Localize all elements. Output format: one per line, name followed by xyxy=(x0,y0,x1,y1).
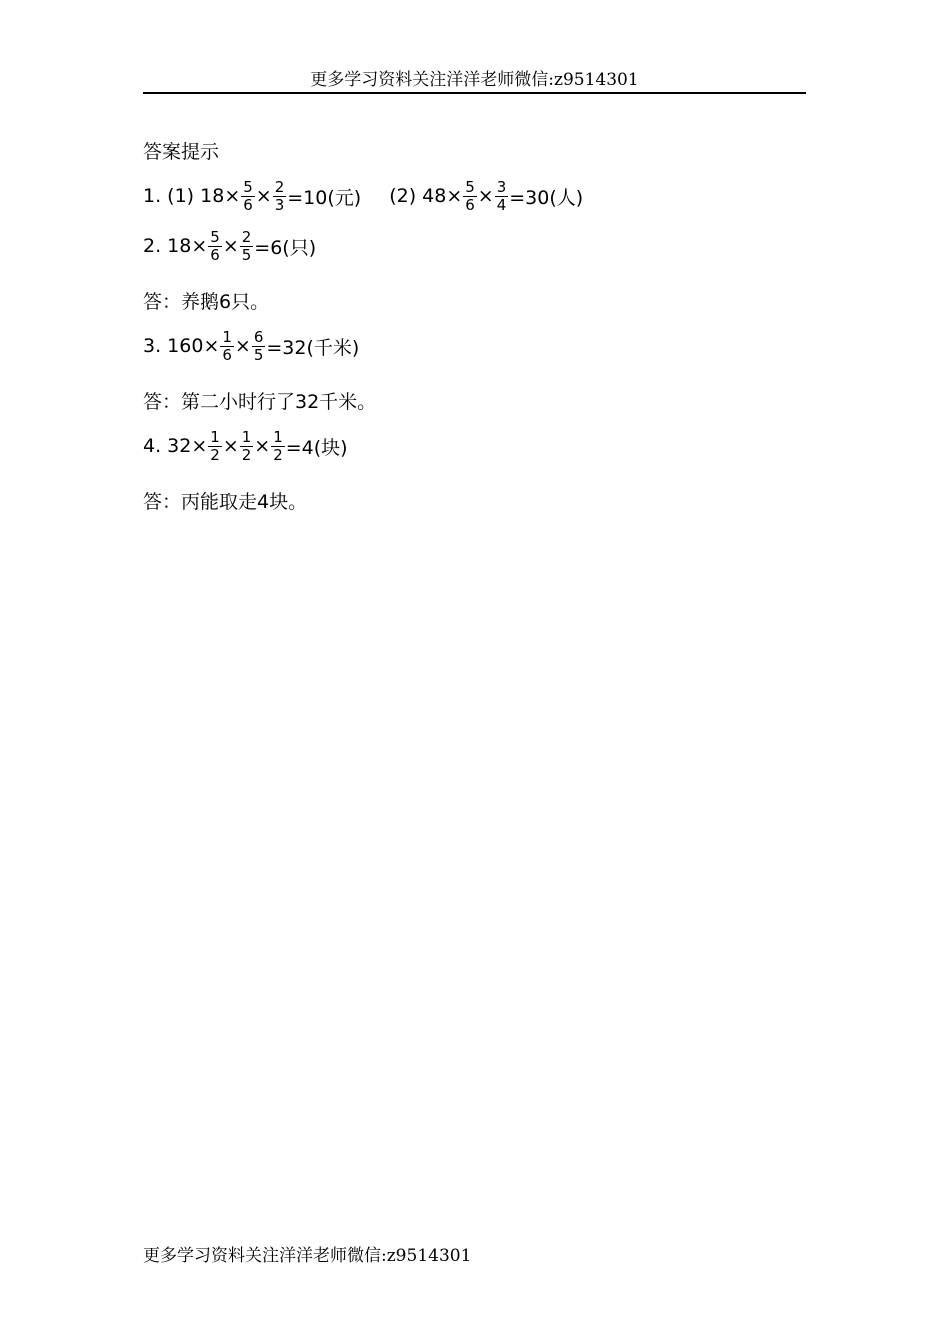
times-sign: × xyxy=(255,185,272,207)
q2-prefix: 2. 18 xyxy=(143,235,192,257)
denominator: 3 xyxy=(274,195,285,214)
numerator: 5 xyxy=(465,177,475,196)
denominator: 6 xyxy=(465,195,475,214)
fraction xyxy=(463,179,477,214)
q3-prefix: 3. 160 xyxy=(143,335,204,357)
numerator: 1 xyxy=(273,427,283,446)
times-sign: × xyxy=(254,435,271,457)
fraction xyxy=(495,179,509,214)
fraction xyxy=(240,229,254,264)
q3-line xyxy=(143,324,359,368)
times-sign: × xyxy=(191,235,208,257)
fraction xyxy=(208,229,222,264)
fraction xyxy=(273,179,287,214)
numerator: 1 xyxy=(241,427,252,446)
fraction xyxy=(271,429,285,464)
q2-answer-text: 答：养鹅6只。 xyxy=(143,290,270,313)
page-header: 更多学习资料关注洋洋老师微信:z9514301 xyxy=(143,68,806,94)
times-sign: × xyxy=(224,185,241,207)
denominator: 6 xyxy=(222,345,232,364)
section-title-text: 答案提示 xyxy=(143,140,220,163)
numerator: 1 xyxy=(222,327,232,346)
q4-prefix: 4. 32 xyxy=(143,435,192,457)
numerator: 2 xyxy=(241,227,252,246)
fraction xyxy=(252,329,266,364)
times-sign: × xyxy=(222,435,239,457)
q1-result2: =30(人) xyxy=(509,186,584,209)
fraction xyxy=(208,429,222,464)
page-footer: 更多学习资料关注洋洋老师微信:z9514301 xyxy=(143,1246,472,1266)
denominator: 2 xyxy=(273,445,283,464)
q1-result: =10(元) xyxy=(287,186,362,209)
denominator: 5 xyxy=(253,345,264,364)
q1-prefix: 1. (1) 18 xyxy=(143,185,225,207)
numerator: 1 xyxy=(210,427,220,446)
denominator: 2 xyxy=(241,445,252,464)
q2-line xyxy=(143,224,316,268)
numerator: 6 xyxy=(253,327,264,346)
numerator: 2 xyxy=(274,177,285,196)
numerator: 3 xyxy=(496,177,507,196)
times-sign: × xyxy=(477,185,494,207)
denominator: 2 xyxy=(210,445,220,464)
fraction xyxy=(240,429,254,464)
times-sign: × xyxy=(191,435,208,457)
q4-result: =4(块) xyxy=(285,436,348,459)
q2-answer xyxy=(143,278,269,322)
times-sign: × xyxy=(446,185,463,207)
times-sign: × xyxy=(234,335,251,357)
q4-line xyxy=(143,424,348,468)
denominator: 6 xyxy=(243,195,253,214)
fraction xyxy=(241,179,255,214)
q1-line xyxy=(143,174,583,218)
q3-result: =32(千米) xyxy=(266,336,360,359)
section-title xyxy=(143,128,219,172)
q4-answer xyxy=(143,478,307,522)
q3-answer-text: 答：第二小时行了32千米。 xyxy=(143,390,377,413)
q1-part2-prefix: (2) 48 xyxy=(389,185,447,207)
numerator: 5 xyxy=(243,177,253,196)
times-sign: × xyxy=(222,235,239,257)
q4-answer-text: 答：丙能取走4块。 xyxy=(143,490,308,513)
q3-answer xyxy=(143,378,376,422)
denominator: 5 xyxy=(241,245,252,264)
fraction xyxy=(220,329,234,364)
q2-result: =6(只) xyxy=(254,236,317,259)
denominator: 4 xyxy=(496,195,507,214)
denominator: 6 xyxy=(210,245,220,264)
numerator: 5 xyxy=(210,227,220,246)
times-sign: × xyxy=(203,335,220,357)
